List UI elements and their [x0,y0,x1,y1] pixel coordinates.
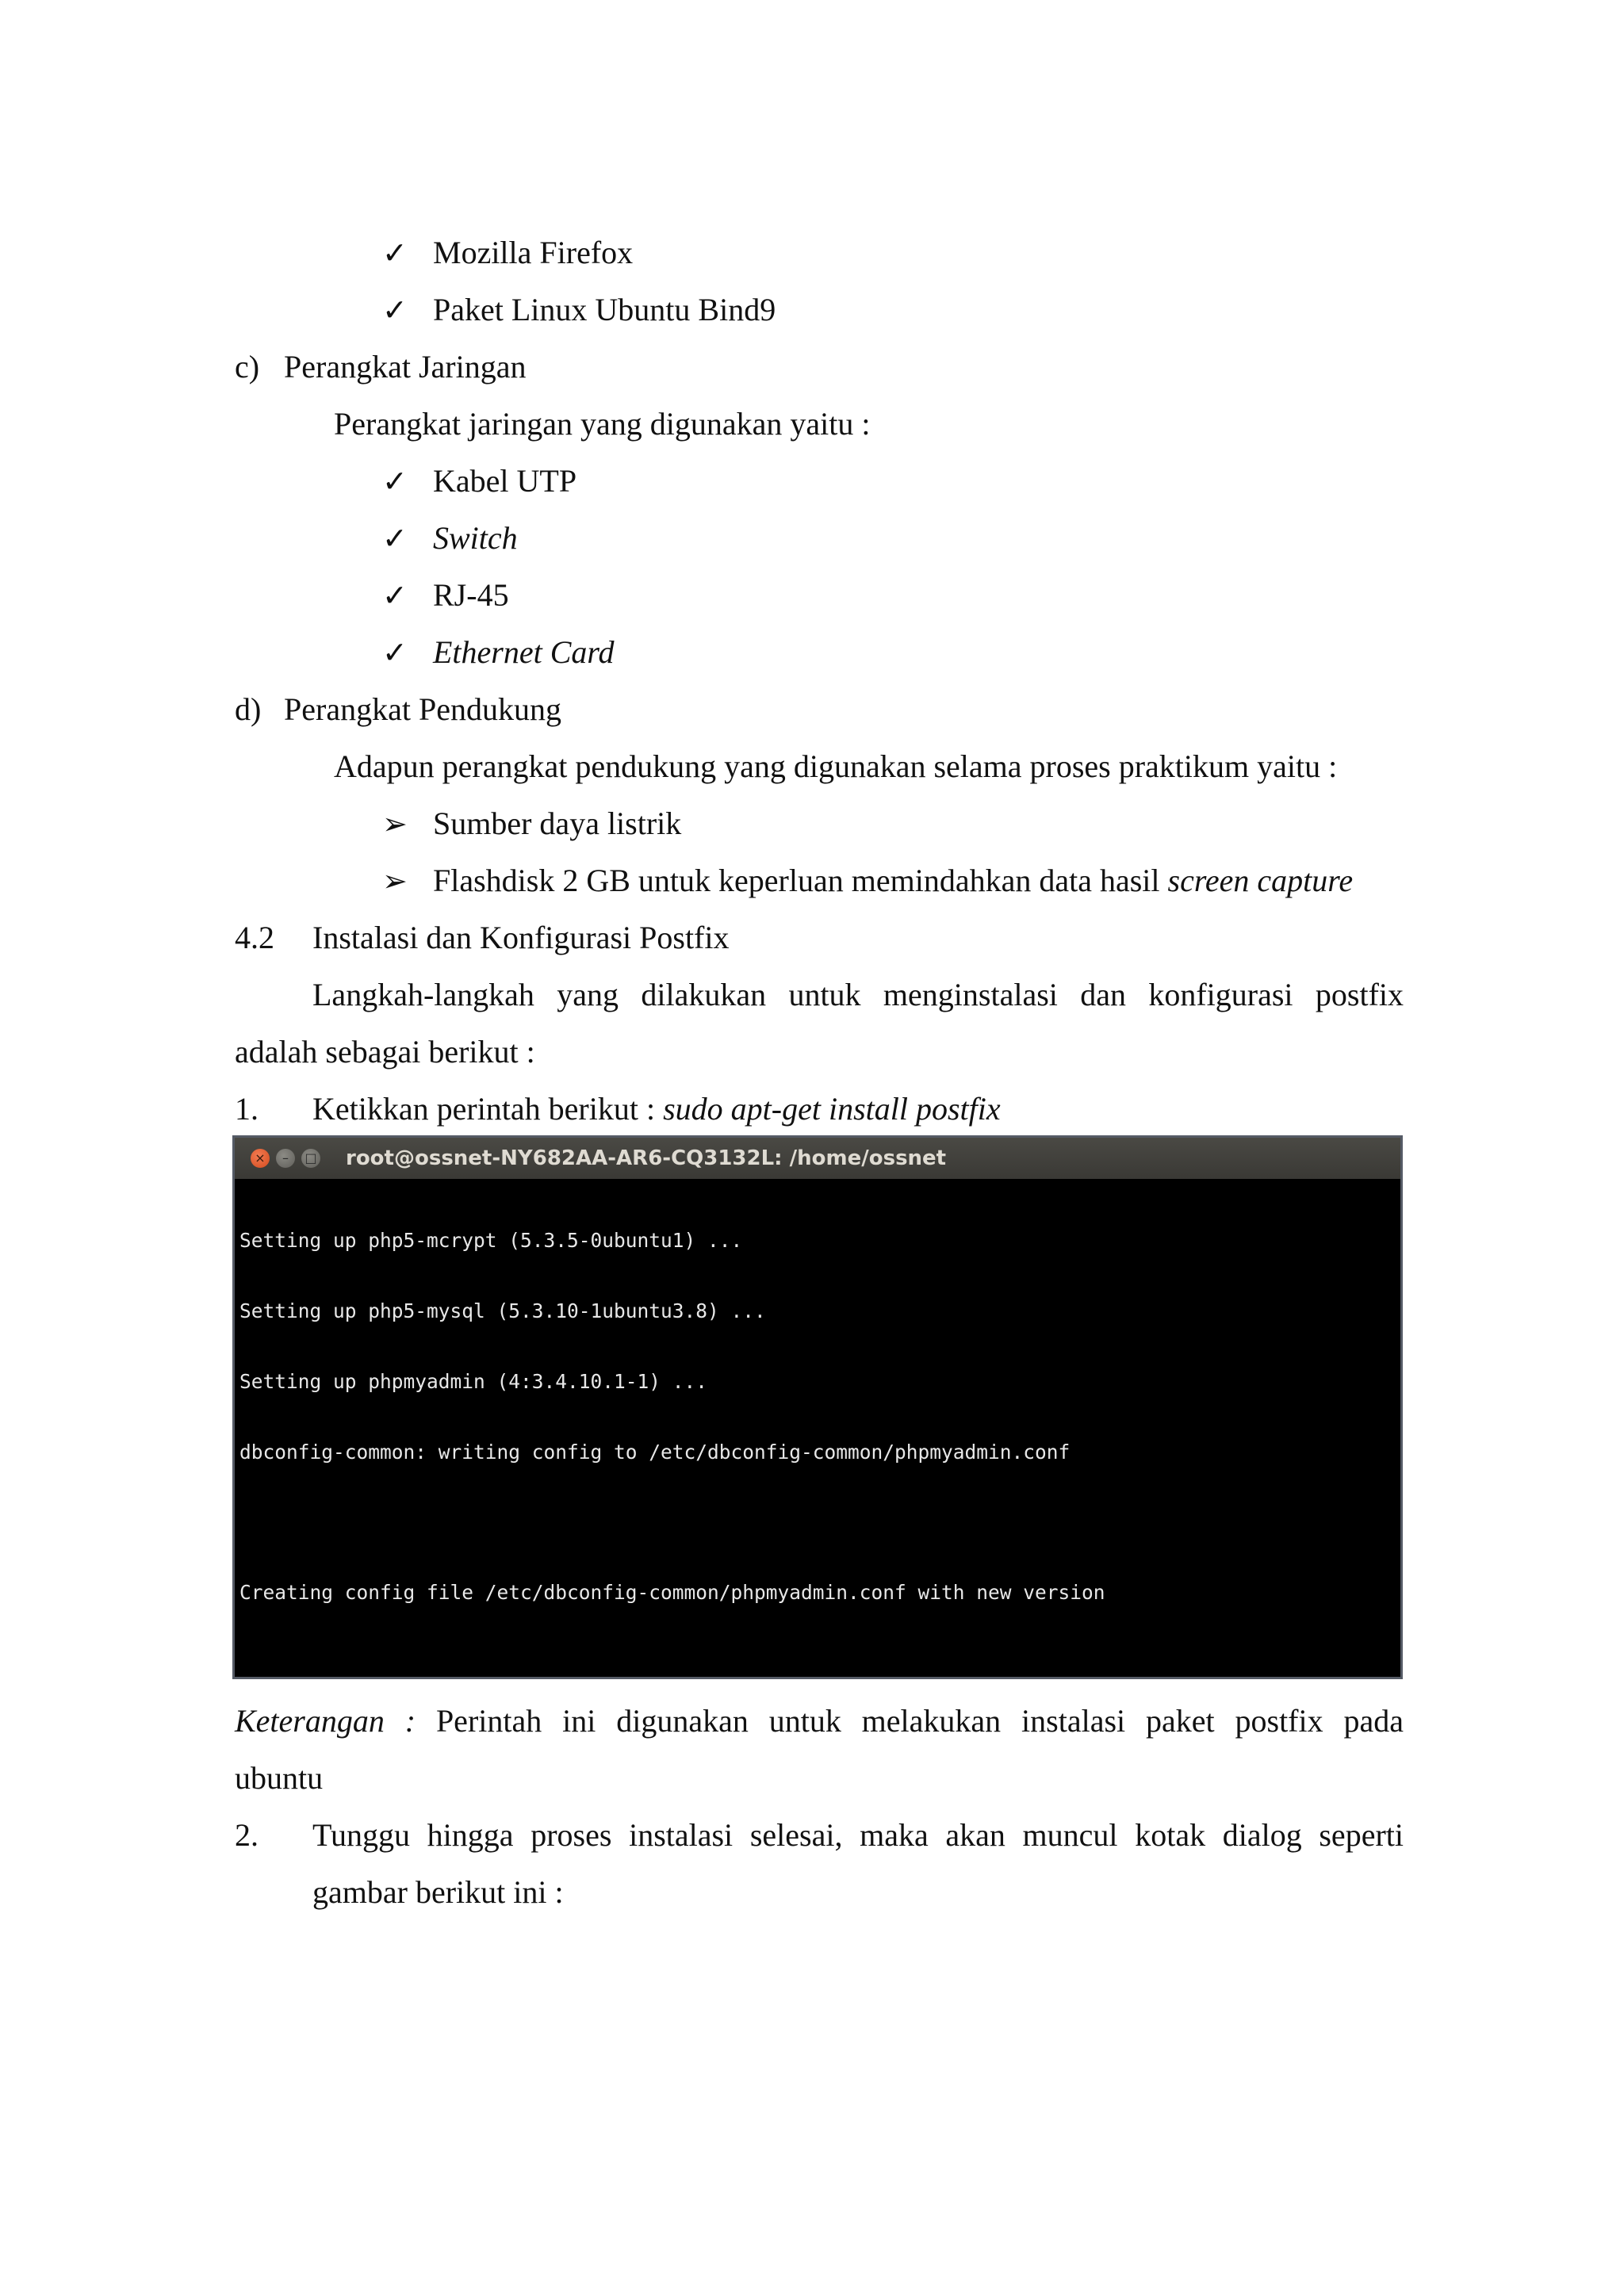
section-c-title: Perangkat Jaringan [284,349,527,385]
check-icon: ✓ [382,293,408,327]
section-d-label: d) [235,691,262,727]
step-command: sudo apt-get install postfix [663,1091,1001,1127]
list-item: Mozilla Firefox [433,235,634,270]
check-icon: ✓ [382,464,408,499]
terminal-titlebar [235,1138,1400,1179]
paragraph-line: adalah sebagai berikut : [235,1034,535,1070]
section-d-intro: Adapun perangkat pendukung yang digunakan selama proses praktikum yaitu : [334,748,1338,784]
step-instruction: Ketikkan perintah berikut : [312,1091,656,1127]
step-number: 2. [235,1817,259,1853]
caption-line [235,1699,1404,1743]
list-item-emphasis: screen capture [1167,863,1354,898]
caption-line: ubuntu [235,1760,324,1796]
terminal-line [239,1651,1394,1675]
close-icon[interactable]: × [251,1149,270,1168]
paragraph-line: Langkah-langkah yang dilakukan untuk menginstalasi dan konfigurasi postfix [312,977,1404,1012]
check-icon: ✓ [382,235,408,270]
terminal-line: Setting up phpmyadmin (4:3.4.10.1-1) ... [239,1369,708,1393]
section-d-title: Perangkat Pendukung [284,691,561,727]
terminal-line [239,1510,1394,1534]
section-c-intro: Perangkat jaringan yang digunakan yaitu : [334,406,871,442]
terminal-line: Setting up php5-mysql (5.3.10-1ubuntu3.8) ... [239,1299,766,1322]
list-item [433,859,1353,903]
caption-text: Perintah ini digunakan untuk melakukan instalasi paket postfix pada [435,1703,1404,1739]
list-item: Kabel UTP [433,463,577,499]
terminal-window [232,1135,1403,1679]
list-item: Paket Linux Ubuntu Bind9 [433,292,776,327]
step-text [312,1087,1001,1131]
terminal-line: dbconfig-common: writing config to /etc/dbconfig-common/phpmyadmin.conf [239,1440,1071,1464]
terminal-title: root@ossnet-NY682AA-AR6-CQ3132L: /home/ossnet [346,1146,947,1170]
list-item: Switch [433,520,518,556]
check-icon: ✓ [382,521,408,556]
terminal-line: Creating config file /etc/dbconfig-common/phpmyadmin.conf with new version [239,1581,1105,1605]
terminal-line: Setting up php5-mcrypt (5.3.5-0ubuntu1) ... [239,1229,743,1253]
list-item: RJ-45 [433,577,509,613]
step-text: gambar berikut ini : [312,1874,564,1910]
section-c-label: c) [235,349,260,385]
check-icon: ✓ [382,578,408,613]
section-title: Instalasi dan Konfigurasi Postfix [312,920,730,955]
list-item: Ethernet Card [433,634,615,670]
list-item-text: Flashdisk 2 GB untuk keperluan memindahkan data hasil [433,863,1160,898]
section-number: 4.2 [235,920,274,955]
minimize-icon[interactable]: – [276,1149,295,1168]
maximize-icon[interactable]: □ [301,1149,320,1168]
terminal-output[interactable] [235,1179,1400,1679]
check-icon: ✓ [382,635,408,670]
arrow-bullet-icon: ➢ [382,863,408,898]
step-number: 1. [235,1091,259,1127]
step-text: Tunggu hingga proses instalasi selesai, maka akan muncul kotak dialog seperti [312,1817,1404,1853]
caption-label: Keterangan : [235,1703,416,1739]
list-item: Sumber daya listrik [433,806,682,841]
arrow-bullet-icon: ➢ [382,806,408,841]
